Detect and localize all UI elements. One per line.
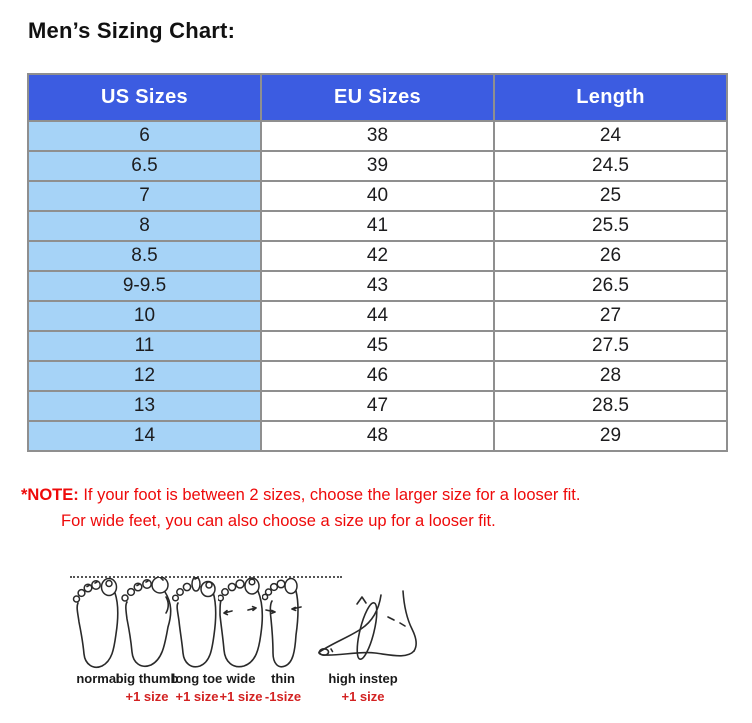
table-row	[28, 361, 727, 391]
table-row	[28, 331, 727, 361]
eu-size-cell: 46	[261, 361, 494, 391]
table-row	[28, 181, 727, 211]
thin-foot-icon	[262, 577, 304, 669]
us-size-cell: 13	[28, 391, 261, 421]
high-instep-foot-icon	[315, 589, 433, 669]
foot-figure-big-thumb	[115, 577, 179, 704]
foot-type-label: long toe	[171, 671, 223, 686]
us-size-cell: 6	[28, 121, 261, 151]
sizing-table	[27, 73, 728, 452]
wide-foot-icon	[218, 577, 264, 669]
foot-type-label: high instep	[328, 671, 398, 686]
size-table-body	[28, 121, 727, 451]
foot-type-label: normal	[76, 671, 120, 686]
eu-size-cell: 44	[261, 301, 494, 331]
length-cell: 28.5	[494, 391, 727, 421]
foot-type-guide	[0, 566, 752, 716]
normal-foot-icon	[71, 577, 125, 669]
table-row	[28, 391, 727, 421]
note-line-2: For wide feet, you can also choose a size up for a looser fit.	[61, 512, 496, 530]
length-cell: 24.5	[494, 151, 727, 181]
us-size-cell: 8.5	[28, 241, 261, 271]
length-cell: 29	[494, 421, 727, 451]
foot-size-adjustment: +1 size	[125, 689, 169, 704]
length-cell: 25.5	[494, 211, 727, 241]
sizing-table-header	[28, 74, 727, 121]
us-size-cell: 10	[28, 301, 261, 331]
foot-size-adjustment: -1size	[264, 689, 302, 704]
table-row	[28, 121, 727, 151]
us-size-cell: 11	[28, 331, 261, 361]
eu-size-cell: 42	[261, 241, 494, 271]
note-block	[21, 483, 752, 533]
foot-type-label: thin	[271, 671, 295, 686]
note-label: *NOTE:	[21, 486, 79, 504]
col-header-eu-sizes: EU Sizes	[261, 74, 494, 121]
note-line-1	[21, 483, 752, 507]
foot-figure-long-toe	[172, 577, 222, 704]
eu-size-cell: 45	[261, 331, 494, 361]
us-size-cell: 9-9.5	[28, 271, 261, 301]
foot-figure-wide	[218, 577, 264, 704]
length-cell: 27	[494, 301, 727, 331]
us-size-cell: 14	[28, 421, 261, 451]
eu-size-cell: 48	[261, 421, 494, 451]
header-row	[28, 74, 727, 121]
foot-type-label: big thumb	[115, 671, 179, 686]
foot-figure-thin	[262, 577, 304, 704]
table-row	[28, 271, 727, 301]
length-cell: 24	[494, 121, 727, 151]
eu-size-cell: 38	[261, 121, 494, 151]
note-line1-text: If your foot is between 2 sizes, choose the larger size for a looser fit.	[83, 486, 581, 504]
sizing-chart-page	[0, 18, 752, 723]
table-row	[28, 211, 727, 241]
col-header-length: Length	[494, 74, 727, 121]
table-row	[28, 301, 727, 331]
eu-size-cell: 43	[261, 271, 494, 301]
eu-size-cell: 47	[261, 391, 494, 421]
us-size-cell: 6.5	[28, 151, 261, 181]
length-cell: 27.5	[494, 331, 727, 361]
length-cell: 26.5	[494, 271, 727, 301]
page-title: Men’s Sizing Chart:	[28, 18, 236, 43]
length-cell: 25	[494, 181, 727, 211]
us-size-cell: 7	[28, 181, 261, 211]
col-header-us-sizes: US Sizes	[28, 74, 261, 121]
foot-type-label: wide	[226, 671, 256, 686]
eu-size-cell: 41	[261, 211, 494, 241]
table-row	[28, 241, 727, 271]
length-cell: 28	[494, 361, 727, 391]
eu-size-cell: 39	[261, 151, 494, 181]
big-thumb-foot-icon	[119, 577, 175, 669]
foot-size-adjustment: +1 size	[219, 689, 263, 704]
foot-size-adjustment: +1 size	[175, 689, 219, 704]
us-size-cell: 8	[28, 211, 261, 241]
us-size-cell: 12	[28, 361, 261, 391]
long-toe-foot-icon	[172, 577, 222, 669]
table-row	[28, 421, 727, 451]
foot-size-adjustment: +1 size	[341, 689, 385, 704]
eu-size-cell: 40	[261, 181, 494, 211]
foot-figure-high-instep	[313, 577, 413, 704]
length-cell: 26	[494, 241, 727, 271]
table-row	[28, 151, 727, 181]
